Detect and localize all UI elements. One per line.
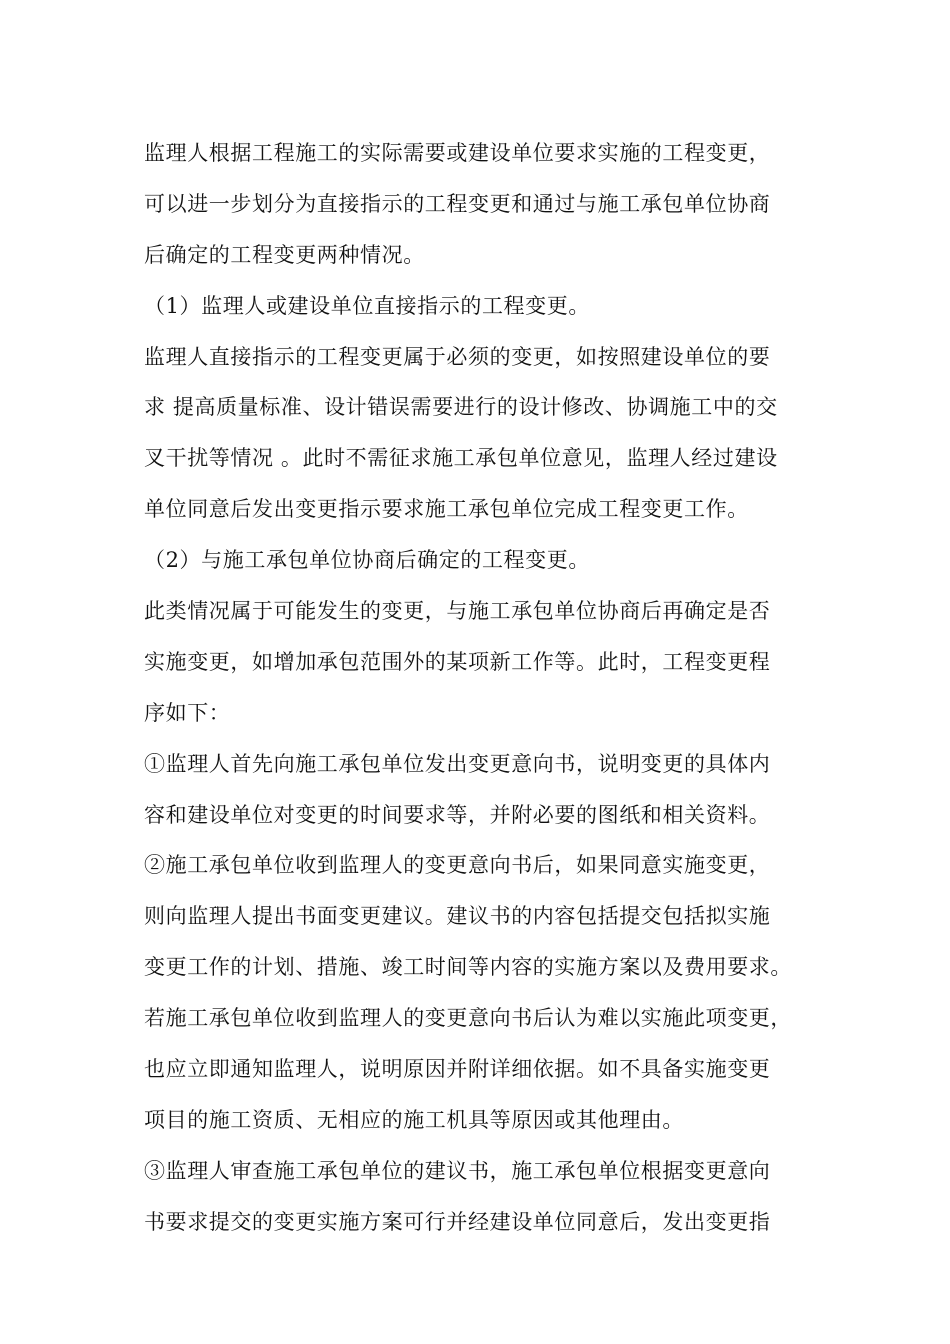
text-line: 后确定的工程变更两种情况。 (144, 242, 425, 267)
text-line: 单位同意后发出变更指示要求施工承包单位完成工程变更工作。 (144, 497, 749, 522)
list-item-3: ③监理人审查施工承包单位的建议书，施工承包单位根据变更意向 (144, 1158, 771, 1183)
text-line: 叉干扰等情况 。此时不需征求施工承包单位意见，监理人经过建设 (144, 446, 778, 471)
text-line: 可以进一步划分为直接指示的工程变更和通过与施工承包单位协商 (144, 191, 771, 216)
section-heading-2: （2）与施工承包单位协商后确定的工程变更。 (144, 548, 590, 573)
text-line: 监理人直接指示的工程变更属于必须的变更，如按照建设单位的要 (144, 344, 771, 369)
text-line: 此类情况属于可能发生的变更，与施工承包单位协商后再确定是否 (144, 599, 771, 624)
text-line: 变更工作的计划、措施、竣工时间等内容的实施方案以及费用要求。 (144, 955, 792, 980)
text-line: 也应立即通知监理人，说明原因并附详细依据。如不具备实施变更 (144, 1057, 771, 1082)
text-line: 容和建设单位对变更的时间要求等，并附必要的图纸和相关资料。 (144, 802, 771, 827)
body-text (144, 128, 844, 1248)
text-line: 实施变更，如增加承包范围外的某项新工作等。此时，工程变更程 (144, 649, 771, 674)
text-line: 若施工承包单位收到监理人的变更意向书后认为难以实施此项变更， (144, 1006, 792, 1031)
list-item-1: ①监理人首先向施工承包单位发出变更意向书，说明变更的具体内 (144, 751, 771, 776)
list-item-2: ②施工承包单位收到监理人的变更意向书后，如果同意实施变更， (144, 853, 771, 878)
text-line: 序如下： (144, 700, 231, 725)
text-line: 项目的施工资质、无相应的施工机具等原因或其他理由。 (144, 1107, 684, 1132)
section-heading-1: （1）监理人或建设单位直接指示的工程变更。 (144, 293, 590, 318)
text-line: 书要求提交的变更实施方案可行并经建设单位同意后，发出变更指 (144, 1209, 771, 1234)
text-line: 求 提高质量标准、设计错误需要进行的设计修改、协调施工中的交 (144, 395, 778, 420)
text-line: 监理人根据工程施工的实际需要或建设单位要求实施的工程变更， (144, 141, 771, 165)
text-line: 则向监理人提出书面变更建议。建议书的内容包括提交包括拟实施 (144, 904, 771, 929)
